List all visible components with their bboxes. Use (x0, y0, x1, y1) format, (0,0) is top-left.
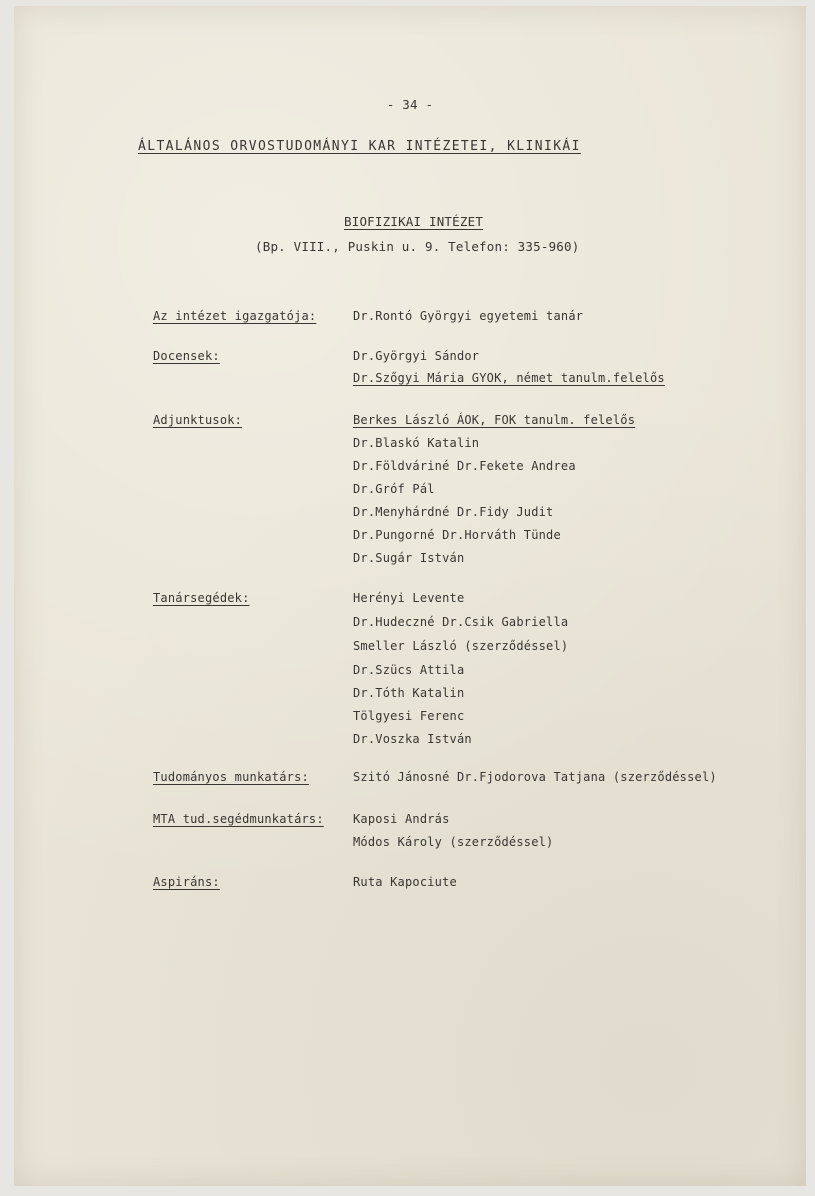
staff-entry: Dr.Menyhárdné Dr.Fidy Judit (353, 505, 554, 519)
staff-entry: Smeller László (szerződéssel) (353, 639, 569, 653)
section-label-research-associate: Tudományos munkatárs: (153, 770, 309, 784)
section-label-assistants: Tanársegédek: (153, 591, 250, 605)
institute-name: BIOFIZIKAI INTÉZET (344, 214, 484, 229)
staff-entry: Dr.Tóth Katalin (353, 686, 465, 700)
staff-entry: Dr.Szőgyi Mária GYOK, német tanulm.felelős (353, 371, 665, 385)
staff-entry: Dr.Sugár István (353, 551, 465, 565)
staff-entry: Dr.Földváriné Dr.Fekete Andrea (353, 459, 576, 473)
staff-entry: Herényi Levente (353, 591, 465, 605)
page-title: ÁLTALÁNOS ORVOSTUDOMÁNYI KAR INTÉZETEI, KLINIKÁI (138, 139, 581, 154)
document-page (14, 6, 806, 1186)
staff-entry: Dr.Blaskó Katalin (353, 436, 480, 450)
staff-entry: Dr.Szücs Attila (353, 663, 465, 677)
section-label-mta-assistant: MTA tud.segédmunkatárs: (153, 812, 324, 826)
staff-entry: Dr.Hudeczné Dr.Csik Gabriella (353, 615, 569, 629)
staff-entry: Dr.Gróf Pál (353, 482, 435, 496)
section-label-adjuncts: Adjunktusok: (153, 413, 243, 427)
staff-entry: Dr.Györgyi Sándor (353, 349, 480, 363)
staff-entry: Berkes László ÁOK, FOK tanulm. felelős (353, 413, 636, 427)
staff-entry: Ruta Kapociute (353, 875, 457, 889)
section-label-director: Az intézet igazgatója: (153, 309, 317, 323)
staff-entry: Tölgyesi Ferenc (353, 709, 465, 723)
staff-entry: Módos Károly (szerződéssel) (353, 835, 554, 849)
section-label-aspirant: Aspiráns: (153, 875, 220, 889)
staff-entry: Dr.Pungorné Dr.Horváth Tünde (353, 528, 561, 542)
staff-entry: Dr.Voszka István (353, 732, 472, 746)
staff-entry: Dr.Rontó Györgyi egyetemi tanár (353, 309, 584, 323)
institute-address: (Bp. VIII., Puskin u. 9. Telefon: 335-960) (255, 239, 580, 254)
staff-entry: Kaposi András (353, 812, 450, 826)
staff-entry: Szitó Jánosné Dr.Fjodorova Tatjana (szerződéssel) (353, 770, 717, 784)
page-number: - 34 - (386, 97, 434, 112)
section-label-docents: Docensek: (153, 349, 220, 363)
